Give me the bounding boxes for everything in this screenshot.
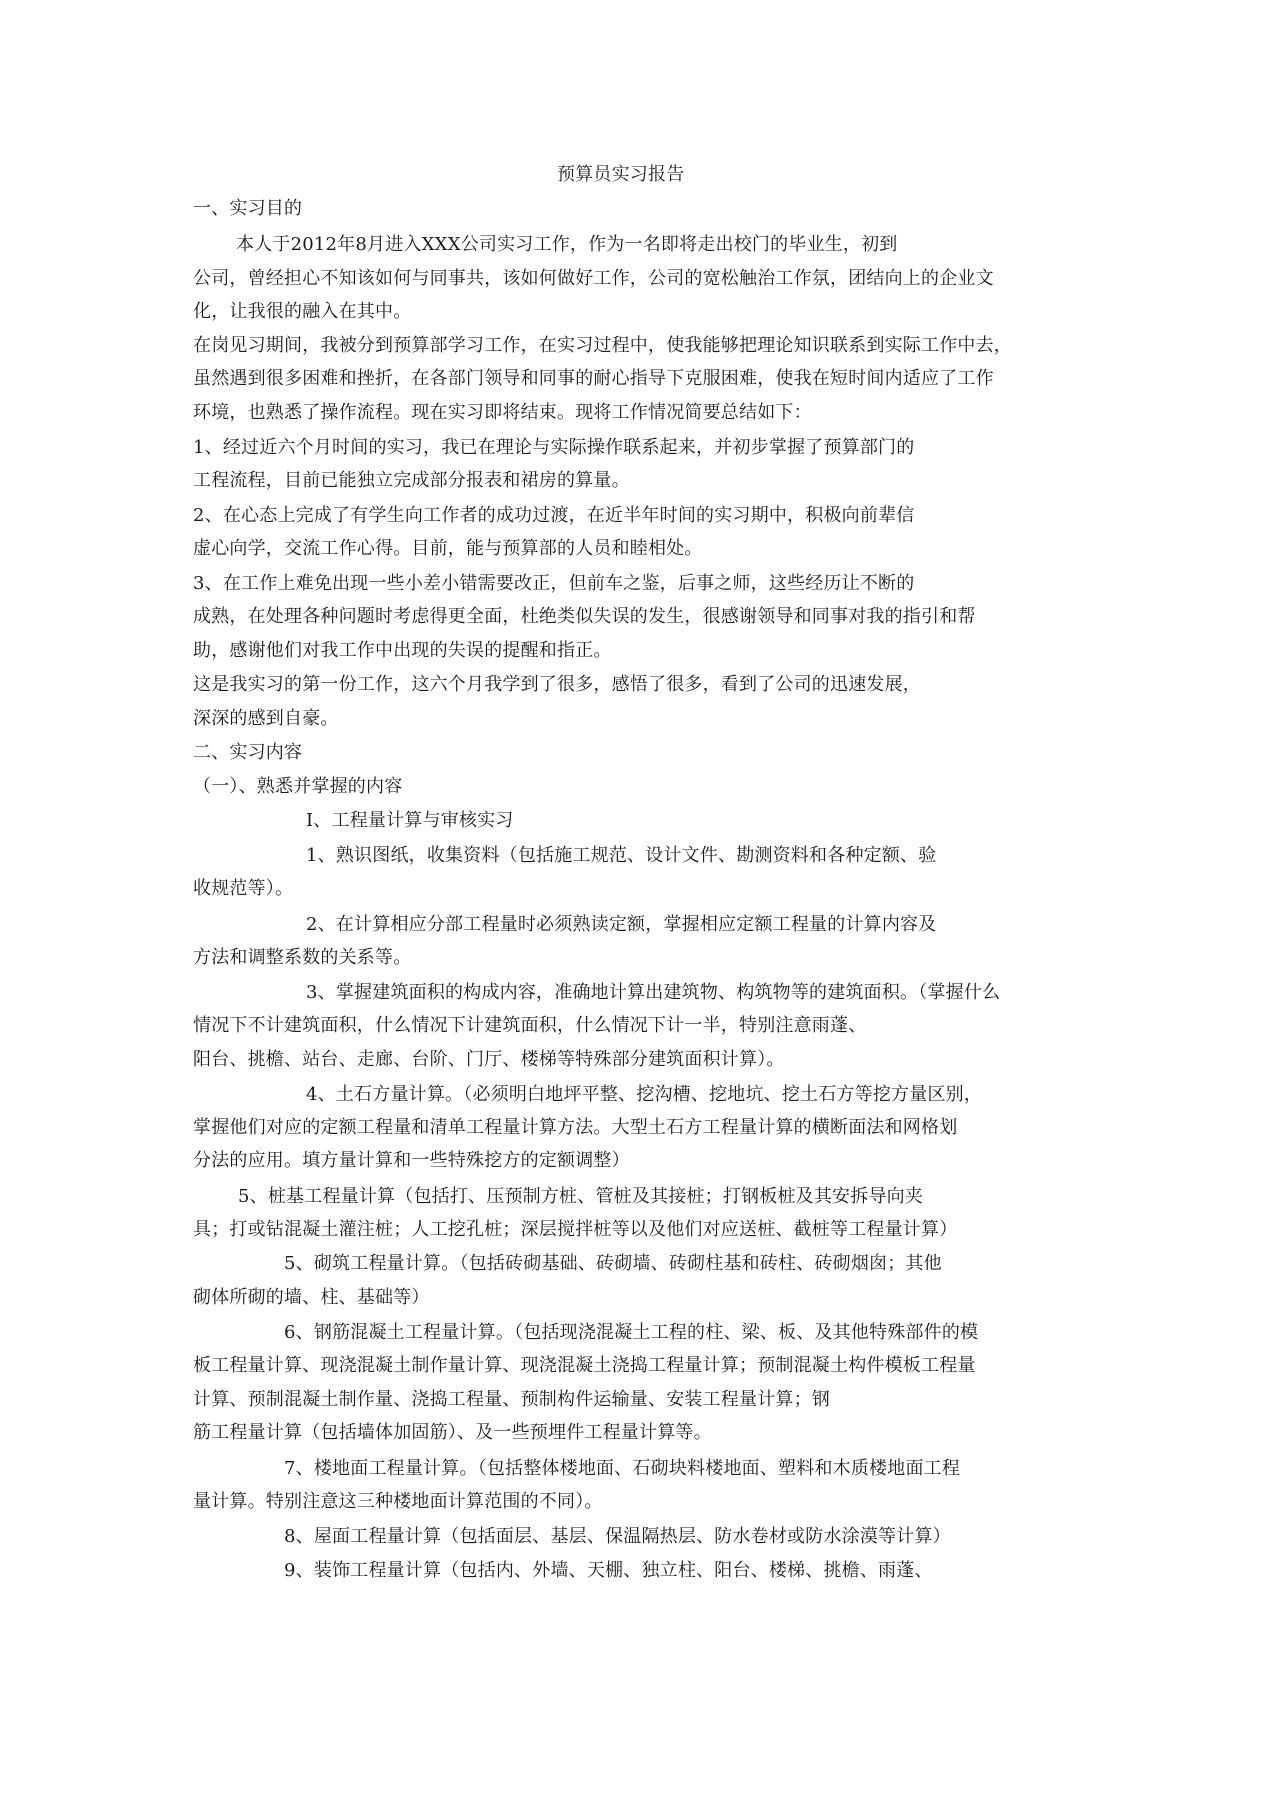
list-item-line: 5、桩基工程量计算（包括打、压预制方桩、管桩及其接桩；打钢板桩及其安拆导向夹 (238, 1186, 924, 1207)
document-title: 预算员实习报告 (557, 164, 685, 185)
list-item-line: 助，感谢他们对我工作中出现的失误的提醒和指正。 (193, 640, 612, 661)
list-item-line: 1、经过近六个月时间的实习，我已在理论与实际操作联系起来，并初步掌握了预算部门的 (193, 437, 915, 458)
list-item-line: 收规范等）。 (193, 878, 294, 899)
list-item-line: 方法和调整系数的关系等。 (193, 947, 412, 968)
list-item-line: 砌体所砌的墙、柱、基础等） (193, 1287, 430, 1308)
list-item-line: 9、装饰工程量计算（包括内、外墙、天棚、独立柱、阳台、楼梯、挑檐、雨蓬、 (284, 1560, 933, 1581)
paragraph-line: 本人于2012年8月进入XXX公司实习工作，作为一名即将走出校门的毕业生，初到 (236, 234, 898, 255)
list-item-line: 量计算。特别注意这三种楼地面计算范围的不同）。 (193, 1491, 603, 1512)
list-item-line: 2、在计算相应分部工程量时必须熟读定额，掌握相应定额工程量的计算内容及 (306, 914, 937, 935)
subsection-heading: I、工程量计算与审核实习 (306, 810, 514, 831)
list-item-line: 阳台、挑檐、站台、走廊、台阶、门厅、楼梯等特殊部分建筑面积计算）。 (193, 1049, 785, 1070)
list-item-line: 1、熟识图纸，收集资料（包括施工规范、设计文件、勘测资料和各种定额、验 (306, 845, 937, 866)
section-heading: 二、实习内容 (193, 742, 303, 763)
section-heading: 一、实习目的 (193, 198, 303, 219)
list-item-line: 具；打或钻混凝土灌注桩；人工挖孔桩；深层搅拌桩等以及他们对应送桩、截桩等工程量计算） (193, 1219, 958, 1240)
list-item-line: 5、砌筑工程量计算。（包括砖砌基础、砖砌墙、砖砌柱基和砖柱、砖砌烟囱；其他 (284, 1253, 942, 1274)
list-item-line: 7、楼地面工程量计算。（包括整体楼地面、石砌块料楼地面、塑料和木质楼地面工程 (284, 1458, 961, 1479)
paragraph-line: 这是我实习的第一份工作，这六个月我学到了很多，感悟了很多，看到了公司的迅速发展， (193, 674, 921, 695)
paragraph-line: 虽然遇到很多困难和挫折，在各部门领导和同事的耐心指导下克服困难，使我在短时间内适应了工作 (193, 368, 994, 389)
list-item-line: 情况下不计建筑面积，什么情况下计建筑面积，什么情况下计一半，特别注意雨蓬、 (193, 1015, 867, 1036)
list-item-line: 工程流程，目前已能独立完成部分报表和裙房的算量。 (193, 470, 630, 491)
list-item-line: 3、在工作上难免出现一些小差小错需要改正，但前车之鉴，后事之师，这些经历让不断的 (193, 573, 915, 594)
list-item-line: 虚心向学，交流工作心得。目前，能与预算部的人员和睦相处。 (193, 538, 703, 559)
list-item-line: 板工程量计算、现浇混凝土制作量计算、现浇混凝土浇捣工程量计算；预制混凝土构件模板工程量 (193, 1355, 976, 1376)
list-item-line: 分法的应用。填方量计算和一些特殊挖方的定额调整） (193, 1150, 630, 1171)
list-item-line: 8、屋面工程量计算（包括面层、基层、保温隔热层、防水卷材或防水涂漠等计算） (284, 1526, 951, 1547)
paragraph-line: 环境，也熟悉了操作流程。现在实习即将结束。现将工作情况简要总结如下： (193, 402, 812, 423)
list-item-line: 掌握他们对应的定额工程量和清单工程量计算方法。大型土石方工程量计算的横断面法和网格划 (193, 1117, 958, 1138)
paragraph-line: 深深的感到自豪。 (193, 708, 339, 729)
list-item-line: 6、钢筋混凝土工程量计算。（包括现浇混凝土工程的柱、梁、板、及其他特殊部件的模 (284, 1322, 979, 1343)
list-item-line: 2、在心态上完成了有学生向工作者的成功过渡，在近半年时间的实习期中，积极向前辈信 (193, 505, 915, 526)
list-item-line: 计算、预制混凝土制作量、浇捣工程量、预制构件运输量、安装工程量计算；钢 (193, 1389, 830, 1410)
subsection-heading: （一）、熟悉并掌握的内容 (193, 776, 403, 797)
list-item-line: 3、掌握建筑面积的构成内容，准确地计算出建筑物、构筑物等的建筑面积。（掌握什么 (306, 982, 1001, 1003)
paragraph-line: 在岗见习期间，我被分到预算部学习工作，在实习过程中，使我能够把理论知识联系到实际工作中去， (193, 335, 1012, 356)
paragraph-line: 公司，曾经担心不知该如何与同事共，该如何做好工作，公司的宽松触治工作氛，团结向上的企业文 (193, 268, 994, 289)
paragraph-line: 化，让我很的融入在其中。 (193, 301, 412, 322)
list-item-line: 成熟，在处理各种问题时考虑得更全面，杜绝类似失误的发生，很感谢领导和同事对我的指引和帮 (193, 606, 976, 627)
list-item-line: 筋工程量计算（包括墙体加固筋）、及一些预埋件工程量计算等。 (193, 1422, 712, 1443)
list-item-line: 4、土石方量计算。（必须明白地坪平整、挖沟槽、挖地坑、挖土石方等挖方量区别， (306, 1084, 983, 1105)
